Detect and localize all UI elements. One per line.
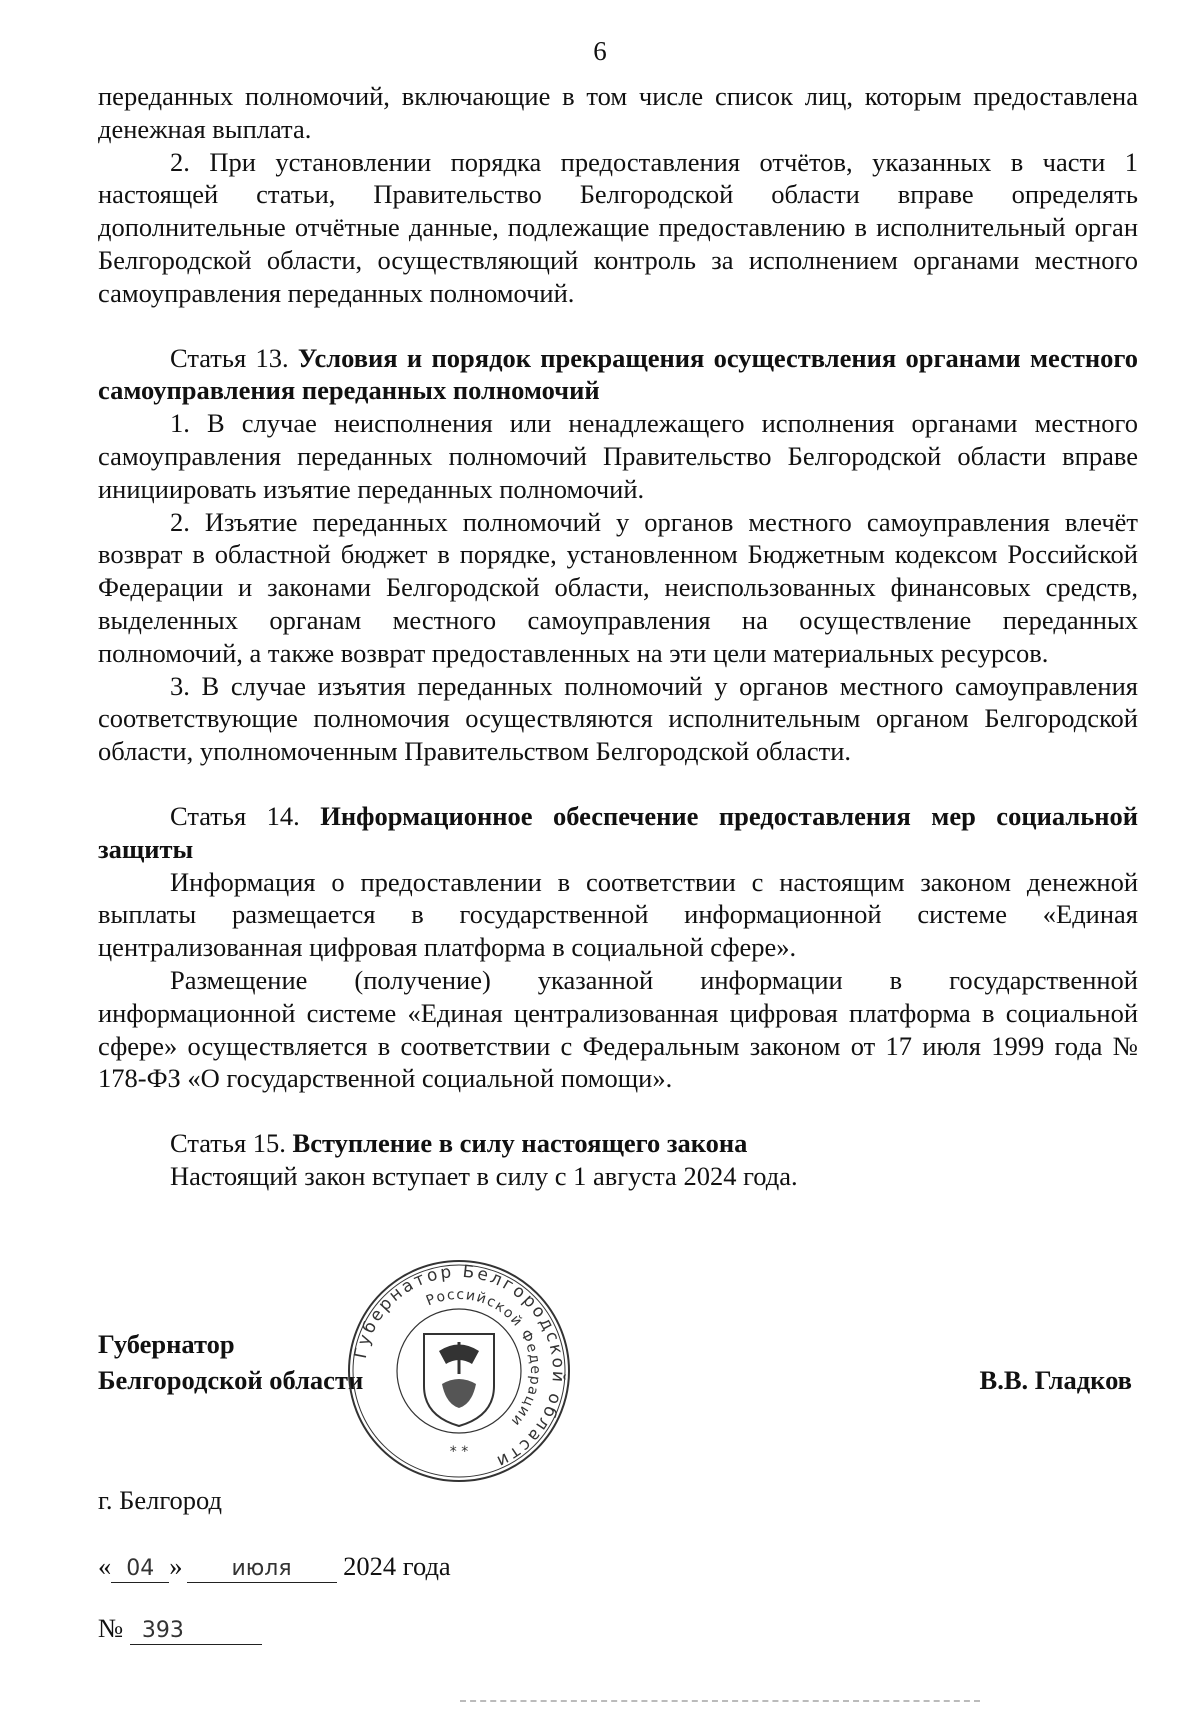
city: г. Белгород — [98, 1485, 223, 1515]
article-title: Информационное обеспечение предоставления мер социальной защиты — [98, 800, 1139, 864]
article-label: Статья 13. — [170, 342, 289, 373]
date-quote-open: « — [98, 1551, 112, 1581]
date-quote-close: » — [169, 1551, 183, 1581]
paragraph: переданных полномочий, включающие в том числе список лиц, которым предоставлена денежная выплата. — [98, 81, 1138, 144]
signing-date — [98, 1551, 451, 1583]
official-seal — [344, 1256, 574, 1486]
seal-stars: * * — [449, 1444, 469, 1460]
governor-title-line: Губернатор — [98, 1329, 235, 1359]
paragraph: 3. В случае изъятия переданных полномочий у органов местного самоуправления соответствующие полномочия осуществляются исполнительным органом Белгородской области, уполномоченным Правительством Белгородской области. — [98, 670, 1138, 767]
page-number: 6 — [593, 36, 607, 66]
paragraph: 2. При установлении порядка предоставления отчётов, указанных в части 1 настоящей статьи, Правительство Белгородской области вправе определять дополнительные отчётные данные, подлежащие предоставлению в исполнительный орган Белгородской области, осуществляющий контроль за исполнением органами местного самоуправления переданных полномочий. — [98, 146, 1138, 308]
article-label: Статья 14. — [170, 800, 300, 831]
paragraph: 2. Изъятие переданных полномочий у органов местного самоуправления влечёт возврат в областной бюджет в порядке, установленном Бюджетным кодексом Российской Федерации и законами Белгородской области, неиспользованных финансовых средств, выделенных органам местного самоуправления на осуществление переданных полномочий, а также возврат предоставленных на эти цели материальных ресурсов. — [98, 506, 1138, 668]
seal-outer-text: Губернатор Белгородской области — [350, 1261, 569, 1473]
date-month: июля — [187, 1556, 337, 1583]
divider — [460, 1700, 980, 1704]
article-label: Статья 15. — [170, 1128, 286, 1159]
law-number — [98, 1613, 262, 1645]
paragraph: 1. В случае неисполнения или ненадлежащего исполнения органами местного самоуправления переданных полномочий Правительство Белгородской области вправе инициировать изъятие переданных полномочий. — [98, 408, 1138, 504]
paragraph: Настоящий закон вступает в силу с 1 августа 2024 года. — [170, 1160, 798, 1191]
number-value: 393 — [130, 1618, 262, 1645]
paragraph: Размещение (получение) указанной информации в государственной информационной системе «Единая централизованная цифровая платформа в социальной сфере» осуществляется в соответствии с Федеральным законом от 17 июля 1999 года № 178-ФЗ «О государственной социальной помощи». — [98, 964, 1138, 1094]
governor-title-line: Белгородской области — [98, 1365, 364, 1395]
number-label: № — [98, 1613, 124, 1643]
date-year: 2024 года — [343, 1551, 451, 1581]
article-title: Условия и порядок прекращения осуществления органами местного самоуправления переданных полномочий — [98, 342, 1138, 406]
coat-of-arms-icon — [424, 1334, 494, 1426]
governor-name: В.В. Гладков — [979, 1365, 1132, 1395]
paragraph: Информация о предоставлении в соответствии с настоящим законом денежной выплаты размещается в государственной информационной системе «Единая централизованная цифровая платформа в социальной сфере». — [98, 866, 1138, 963]
governor-title — [98, 1326, 363, 1398]
seal-inner-text: Российской Федерации — [423, 1286, 544, 1430]
date-day: 04 — [111, 1556, 169, 1583]
article-title: Вступление в силу настоящего закона — [292, 1128, 748, 1159]
